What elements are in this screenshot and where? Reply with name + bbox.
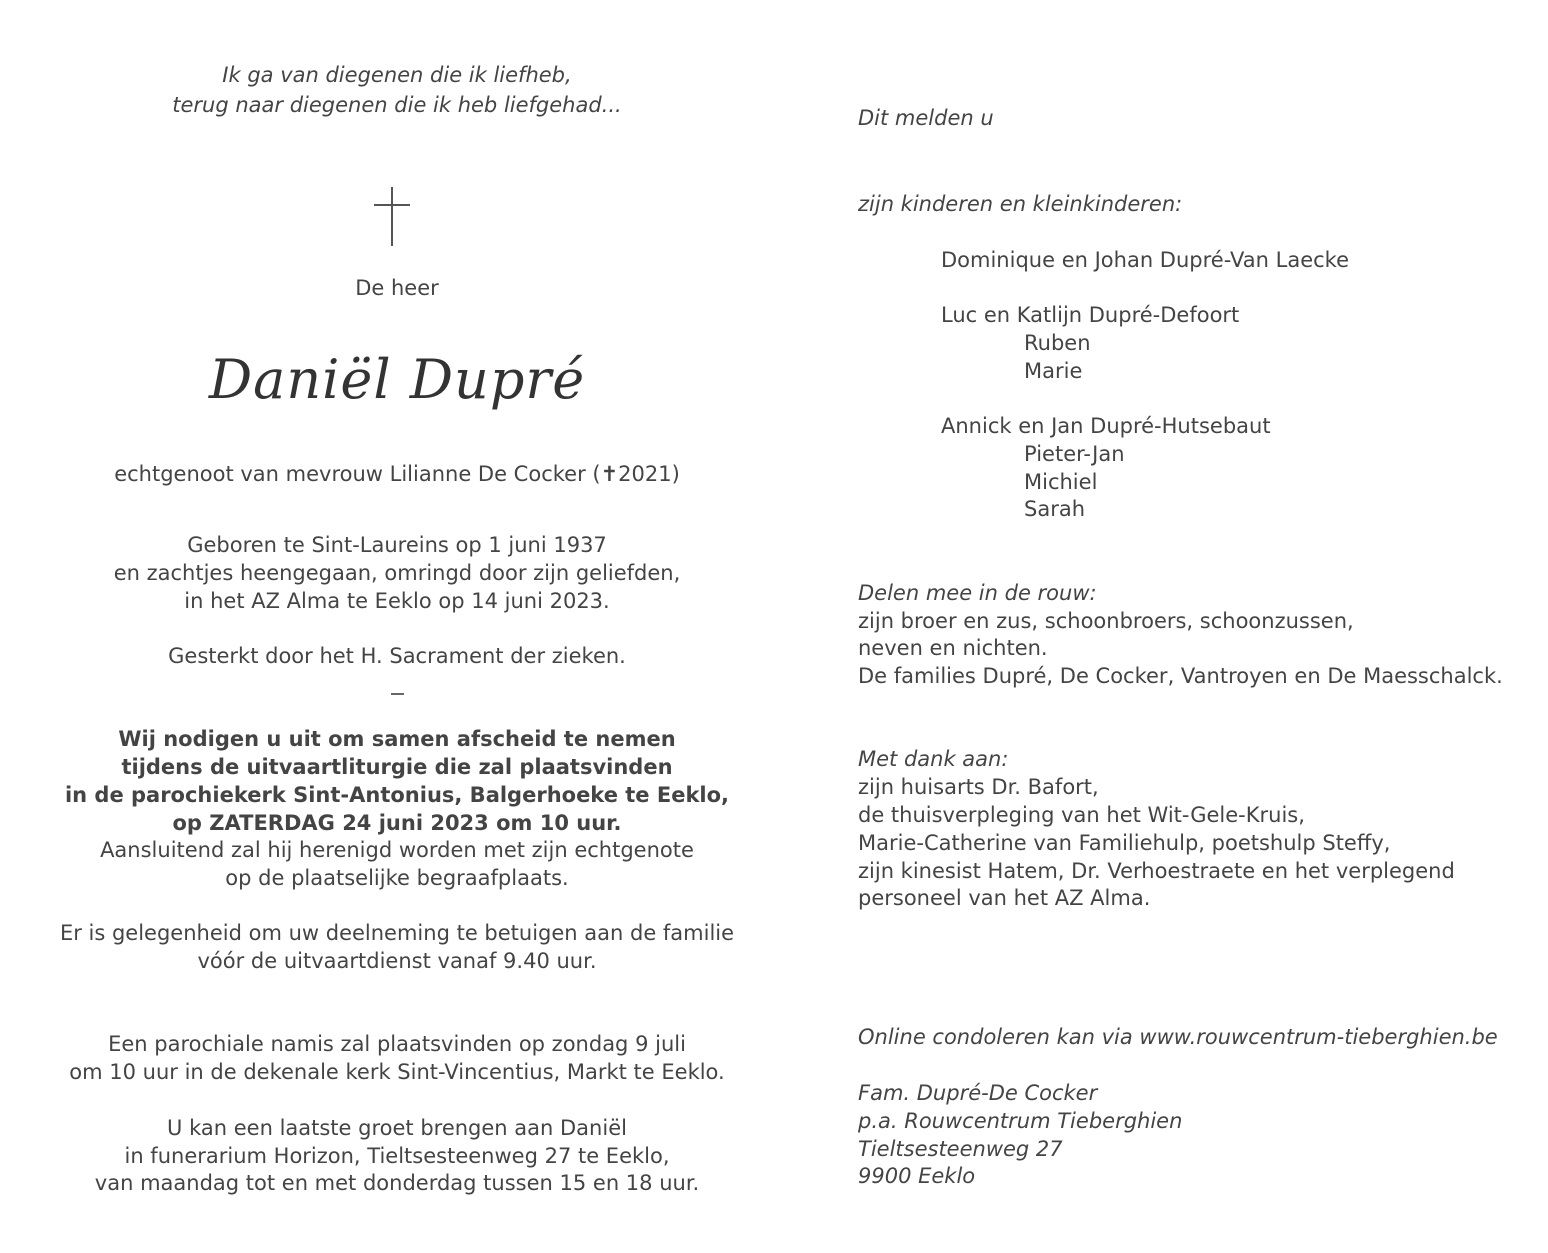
grandchild: Sarah xyxy=(1024,497,1086,521)
children-heading: zijn kinderen en kleinkinderen: xyxy=(858,192,1183,216)
burial-line-2: op de plaatselijke begraafplaats. xyxy=(225,866,569,890)
birth-line-1: Geboren te Sint-Laureins op 1 juni 1937 xyxy=(187,533,607,557)
salutation: De heer xyxy=(355,276,439,300)
grandchild: Marie xyxy=(1024,359,1083,383)
mourning-line-2: neven en nichten. xyxy=(858,636,1048,660)
funerarium-line-3: van maandag tot en met donderdag tussen 15 en 18 uur. xyxy=(94,1171,700,1195)
mass-line-1: Een parochiale namis zal plaatsvinden op zondag 9 juli xyxy=(108,1032,686,1056)
family-2-parents: Luc en Katlijn Dupré-Defoort xyxy=(941,303,1240,327)
funerarium-line-1: U kan een laatste groet brengen aan Daniël xyxy=(167,1116,627,1140)
online-condolence: Online condoleren kan via www.rouwcentrum-tieberghien.be xyxy=(858,1025,1498,1049)
condolence-line-1: Er is gelegenheid om uw deelneming te betuigen aan de familie xyxy=(59,921,735,945)
spouse-line: echtgenoot van mevrouw Lilianne De Cocker (✝2021) xyxy=(114,462,680,486)
thanks-line-2: de thuisverpleging van het Wit-Gele-Kruis, xyxy=(858,803,1305,827)
invitation-line-4: op ZATERDAG 24 juni 2023 om 10 uur. xyxy=(172,811,622,835)
mourning-heading: Delen mee in de rouw: xyxy=(858,581,1097,605)
separator-dash xyxy=(391,693,404,695)
sacrament-line: Gesterkt door het H. Sacrament der zieken. xyxy=(168,644,626,668)
family-3-parents: Annick en Jan Dupré-Hutsebaut xyxy=(941,414,1271,438)
poem-line-1: Ik ga van diegenen die ik liefheb, xyxy=(222,63,572,87)
address-line-3: Tieltsesteenweg 27 xyxy=(858,1137,1063,1161)
address-line-1: Fam. Dupré-De Cocker xyxy=(858,1081,1098,1105)
thanks-line-4: zijn kinesist Hatem, Dr. Verhoestraete en het verplegend xyxy=(858,859,1455,883)
family-1-parents: Dominique en Johan Dupré-Van Laecke xyxy=(941,248,1350,272)
mourning-line-1: zijn broer en zus, schoonbroers, schoonzussen, xyxy=(858,609,1354,633)
address-line-2: p.a. Rouwcentrum Tieberghien xyxy=(858,1109,1183,1133)
thanks-line-3: Marie-Catherine van Familiehulp, poetshulp Steffy, xyxy=(858,831,1391,855)
deceased-name: Daniël Dupré xyxy=(208,348,586,411)
invitation-line-3: in de parochiekerk Sint-Antonius, Balgerhoeke te Eeklo, xyxy=(64,783,730,807)
invitation-line-1: Wij nodigen u uit om samen afscheid te nemen xyxy=(118,727,676,751)
birth-line-3: in het AZ Alma te Eeklo op 14 juni 2023. xyxy=(184,589,610,613)
address-line-4: 9900 Eeklo xyxy=(858,1164,976,1188)
grandchild: Michiel xyxy=(1024,470,1098,494)
burial-line-1: Aansluitend zal hij herenigd worden met zijn echtgenote xyxy=(100,838,694,862)
condolence-line-2: vóór de uitvaartdienst vanaf 9.40 uur. xyxy=(197,949,597,973)
poem-line-2: terug naar diegenen die ik heb liefgehad... xyxy=(172,93,622,117)
grandchild: Ruben xyxy=(1024,331,1091,355)
thanks-line-1: zijn huisarts Dr. Bafort, xyxy=(858,775,1099,799)
mourning-line-3: De families Dupré, De Cocker, Vantroyen en De Maesschalck. xyxy=(858,664,1503,688)
intro-line: Dit melden u xyxy=(858,106,994,130)
mass-line-2: om 10 uur in de dekenale kerk Sint-Vincentius, Markt te Eeklo. xyxy=(69,1060,725,1084)
thanks-line-5: personeel van het AZ Alma. xyxy=(858,886,1151,910)
thanks-heading: Met dank aan: xyxy=(858,747,1009,771)
birth-line-2: en zachtjes heengegaan, omringd door zijn geliefden, xyxy=(113,561,681,585)
invitation-line-2: tijdens de uitvaartliturgie die zal plaatsvinden xyxy=(121,755,673,779)
grandchild: Pieter-Jan xyxy=(1024,442,1125,466)
funerarium-line-2: in funerarium Horizon, Tieltsesteenweg 27 te Eeklo, xyxy=(124,1144,670,1168)
